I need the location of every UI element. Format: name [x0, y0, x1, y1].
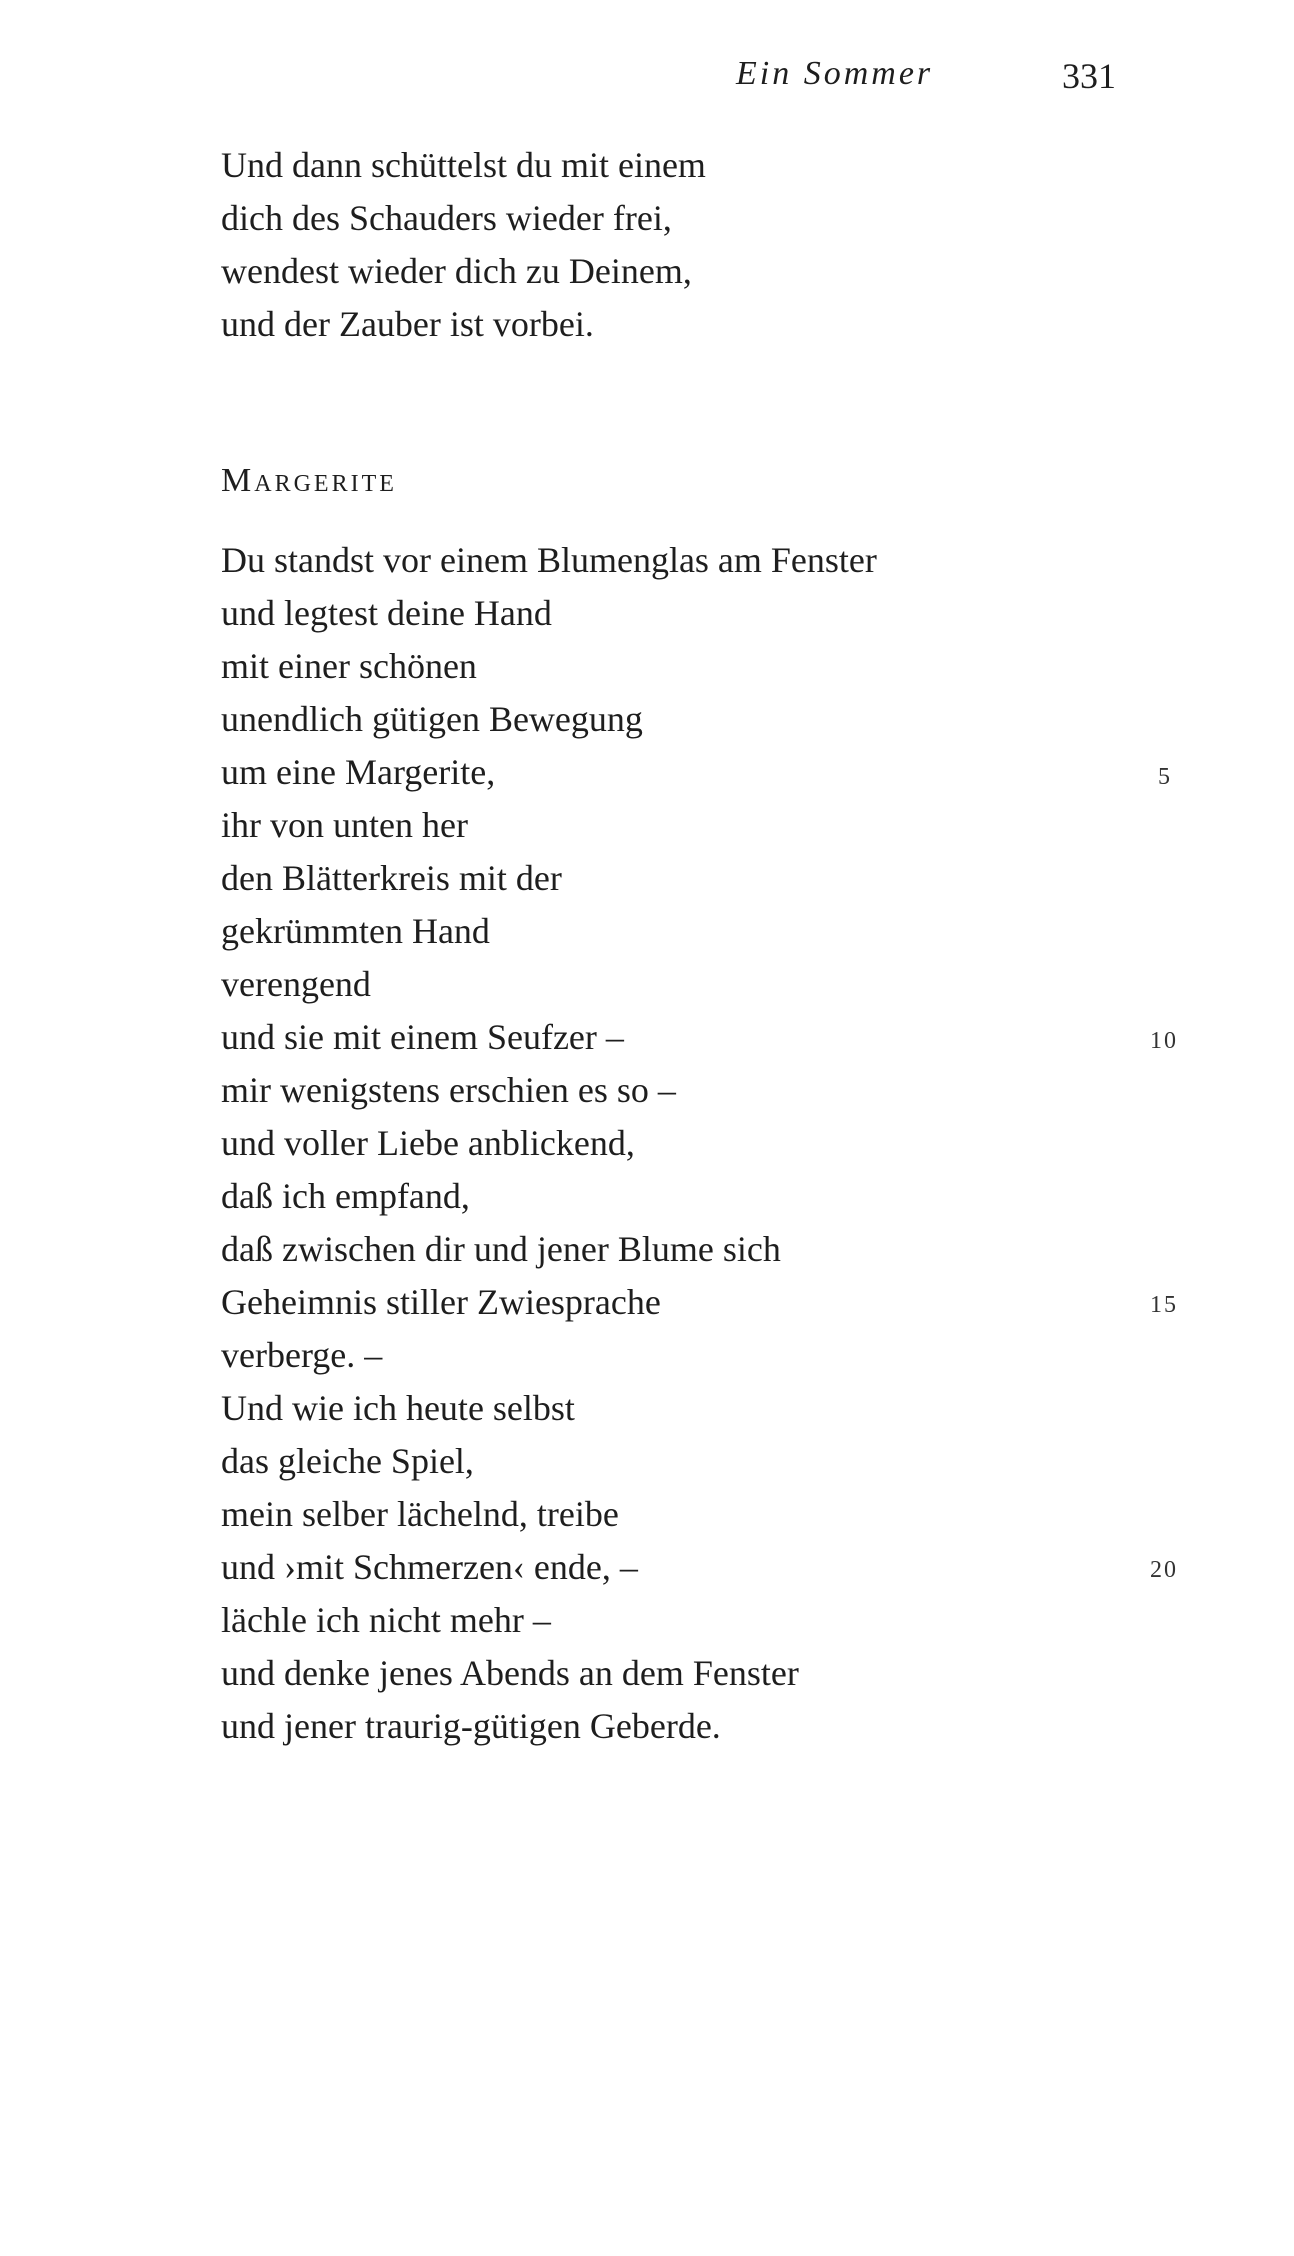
verse-line: daß ich empfand, [221, 1176, 470, 1216]
verse-line: verberge. – [221, 1335, 383, 1375]
line-number-15: 15 [1150, 1292, 1178, 1318]
verse-line: und denke jenes Abends an dem Fenster [221, 1653, 799, 1693]
verse-line: lächle ich nicht mehr – [221, 1600, 551, 1640]
verse-line: daß zwischen dir und jener Blume sich [221, 1229, 781, 1269]
verse-line: dich des Schauders wieder frei, [221, 198, 672, 238]
verse-line: das gleiche Spiel, [221, 1441, 474, 1481]
running-title: Ein Sommer [736, 55, 934, 92]
verse-line: ihr von unten her [221, 805, 468, 845]
verse-line: Und wie ich heute selbst [221, 1388, 575, 1428]
poem-body [221, 534, 877, 1753]
verse-line: und voller Liebe anblickend, [221, 1123, 635, 1163]
verse-line: den Blätterkreis mit der [221, 858, 562, 898]
verse-line: unendlich gütigen Bewegung [221, 699, 643, 739]
verse-line: mir wenigstens erschien es so – [221, 1070, 676, 1110]
verse-line: wendest wieder dich zu Deinem, [221, 251, 692, 291]
verse-line: Und dann schüttelst du mit einem [221, 145, 706, 185]
verse-line: verengend [221, 964, 371, 1004]
verse-line: Du standst vor einem Blumenglas am Fenster [221, 540, 877, 580]
line-number-5: 5 [1158, 764, 1172, 790]
verse-line: und jener traurig-gütigen Geberde. [221, 1706, 721, 1746]
line-number-20: 20 [1150, 1557, 1178, 1583]
verse-line: mit einer schönen [221, 646, 477, 686]
verse-line: und sie mit einem Seufzer – [221, 1017, 624, 1057]
verse-line: gekrümmten Hand [221, 911, 490, 951]
verse-line: Geheimnis stiller Zwiesprache [221, 1282, 661, 1322]
verse-line: und legtest deine Hand [221, 593, 552, 633]
poem-title: Margerite [221, 462, 397, 499]
previous-poem-ending [221, 139, 706, 351]
page-number: 331 [1062, 56, 1116, 96]
verse-line: und ›mit Schmerzen‹ ende, – [221, 1547, 638, 1587]
line-number-10: 10 [1150, 1028, 1178, 1054]
verse-line: mein selber lächelnd, treibe [221, 1494, 619, 1534]
verse-line: um eine Margerite, [221, 752, 496, 792]
verse-line: und der Zauber ist vorbei. [221, 304, 594, 344]
